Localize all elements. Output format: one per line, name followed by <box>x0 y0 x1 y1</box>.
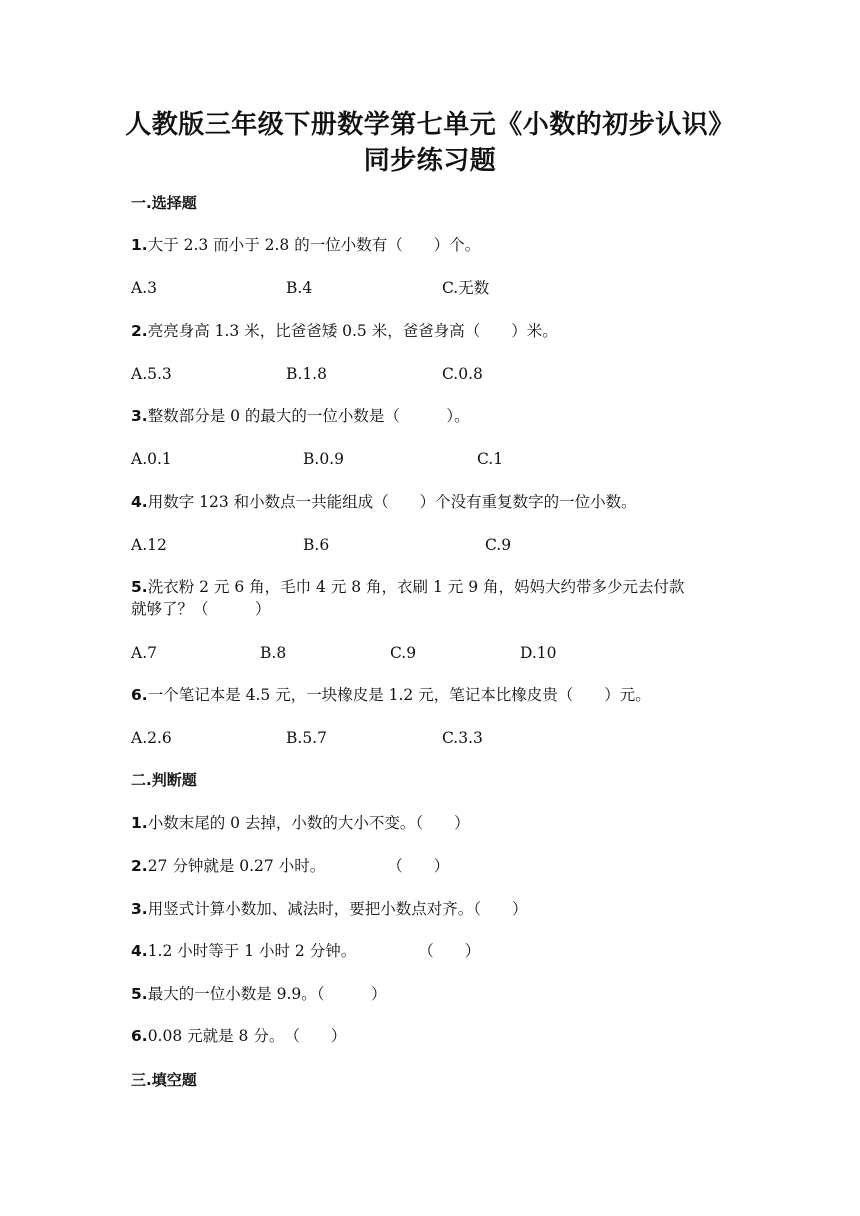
question-text: 整数部分是 0 的最大的一位小数是（ ）。 <box>147 407 470 425</box>
question-5 <box>131 576 684 598</box>
question-5-continued: 就够了？（ ） <box>131 600 271 618</box>
question-number: 6. <box>131 686 148 704</box>
option-c: C.9 <box>390 644 417 662</box>
option-a: A.7 <box>131 644 157 662</box>
judge-question-2 <box>131 855 449 877</box>
question-text: 洗衣粉 2 元 6 角，毛巾 4 元 8 角，衣刷 1 元 9 角，妈妈大约带多少元去付款 <box>147 578 685 596</box>
question-number: 2. <box>131 322 148 340</box>
question-6 <box>131 684 651 706</box>
question-number: 5. <box>131 985 148 1003</box>
question-1 <box>131 234 480 256</box>
question-number: 6. <box>131 1027 148 1045</box>
judge-question-6 <box>131 1025 346 1047</box>
judge-question-3 <box>131 898 527 920</box>
question-number: 2. <box>131 857 148 875</box>
question-3 <box>131 405 470 427</box>
option-b: B.5.7 <box>286 729 327 747</box>
question-text: 用竖式计算小数加、减法时，要把小数点对齐。（ ） <box>147 900 528 918</box>
question-number: 4. <box>131 942 148 960</box>
question-text: 1.2 小时等于 1 小时 2 分钟。 （ ） <box>147 942 481 960</box>
option-c: C.3.3 <box>442 729 483 747</box>
section-heading-fill: 三.填空题 <box>131 1071 197 1089</box>
question-text: 小数末尾的 0 去掉，小数的大小不变。（ ） <box>147 814 470 832</box>
question-text: 大于 2.3 而小于 2.8 的一位小数有（ ）个。 <box>147 236 481 254</box>
page-title-line1: 人教版三年级下册数学第七单元《小数的初步认识》 <box>125 110 735 140</box>
question-number: 3. <box>131 900 148 918</box>
option-a: A.5.3 <box>131 365 172 383</box>
question-text: 一个笔记本是 4.5 元，一块橡皮是 1.2 元，笔记本比橡皮贵（ ）元。 <box>147 686 651 704</box>
question-number: 3. <box>131 407 148 425</box>
question-text: 亮亮身高 1.3 米，比爸爸矮 0.5 米，爸爸身高（ ）米。 <box>147 322 558 340</box>
option-b: B.0.9 <box>303 450 344 468</box>
option-b: B.4 <box>286 279 313 297</box>
option-a: A.0.1 <box>131 450 172 468</box>
question-2 <box>131 320 558 342</box>
question-number: 4. <box>131 493 148 511</box>
question-text: 用数字 123 和小数点一共能组成（ ）个没有重复数字的一位小数。 <box>147 493 637 511</box>
option-a: A.2.6 <box>131 729 172 747</box>
question-4 <box>131 491 637 513</box>
question-number: 5. <box>131 578 148 596</box>
option-b: B.1.8 <box>286 365 327 383</box>
page-title-line2: 同步练习题 <box>363 146 497 176</box>
option-c: C.9 <box>485 536 512 554</box>
option-b: B.8 <box>260 644 287 662</box>
section-heading-judge: 二.判断题 <box>131 771 197 789</box>
judge-question-5 <box>131 983 387 1005</box>
judge-question-4 <box>131 940 480 962</box>
option-d: D.10 <box>520 644 557 662</box>
question-text: 0.08 元就是 8 分。 （ ） <box>147 1027 347 1045</box>
question-text: 27 分钟就是 0.27 小时。 （ ） <box>147 857 450 875</box>
section-heading-choice: 一.选择题 <box>131 194 197 212</box>
question-number: 1. <box>131 236 148 254</box>
option-c: C.0.8 <box>442 365 483 383</box>
question-text: 最大的一位小数是 9.9。（ ） <box>147 985 387 1003</box>
judge-question-1 <box>131 812 470 834</box>
option-a: A.3 <box>131 279 157 297</box>
question-number: 1. <box>131 814 148 832</box>
option-a: A.12 <box>131 536 167 554</box>
option-b: B.6 <box>303 536 330 554</box>
option-c: C.无数 <box>442 279 490 297</box>
option-c: C.1 <box>477 450 504 468</box>
